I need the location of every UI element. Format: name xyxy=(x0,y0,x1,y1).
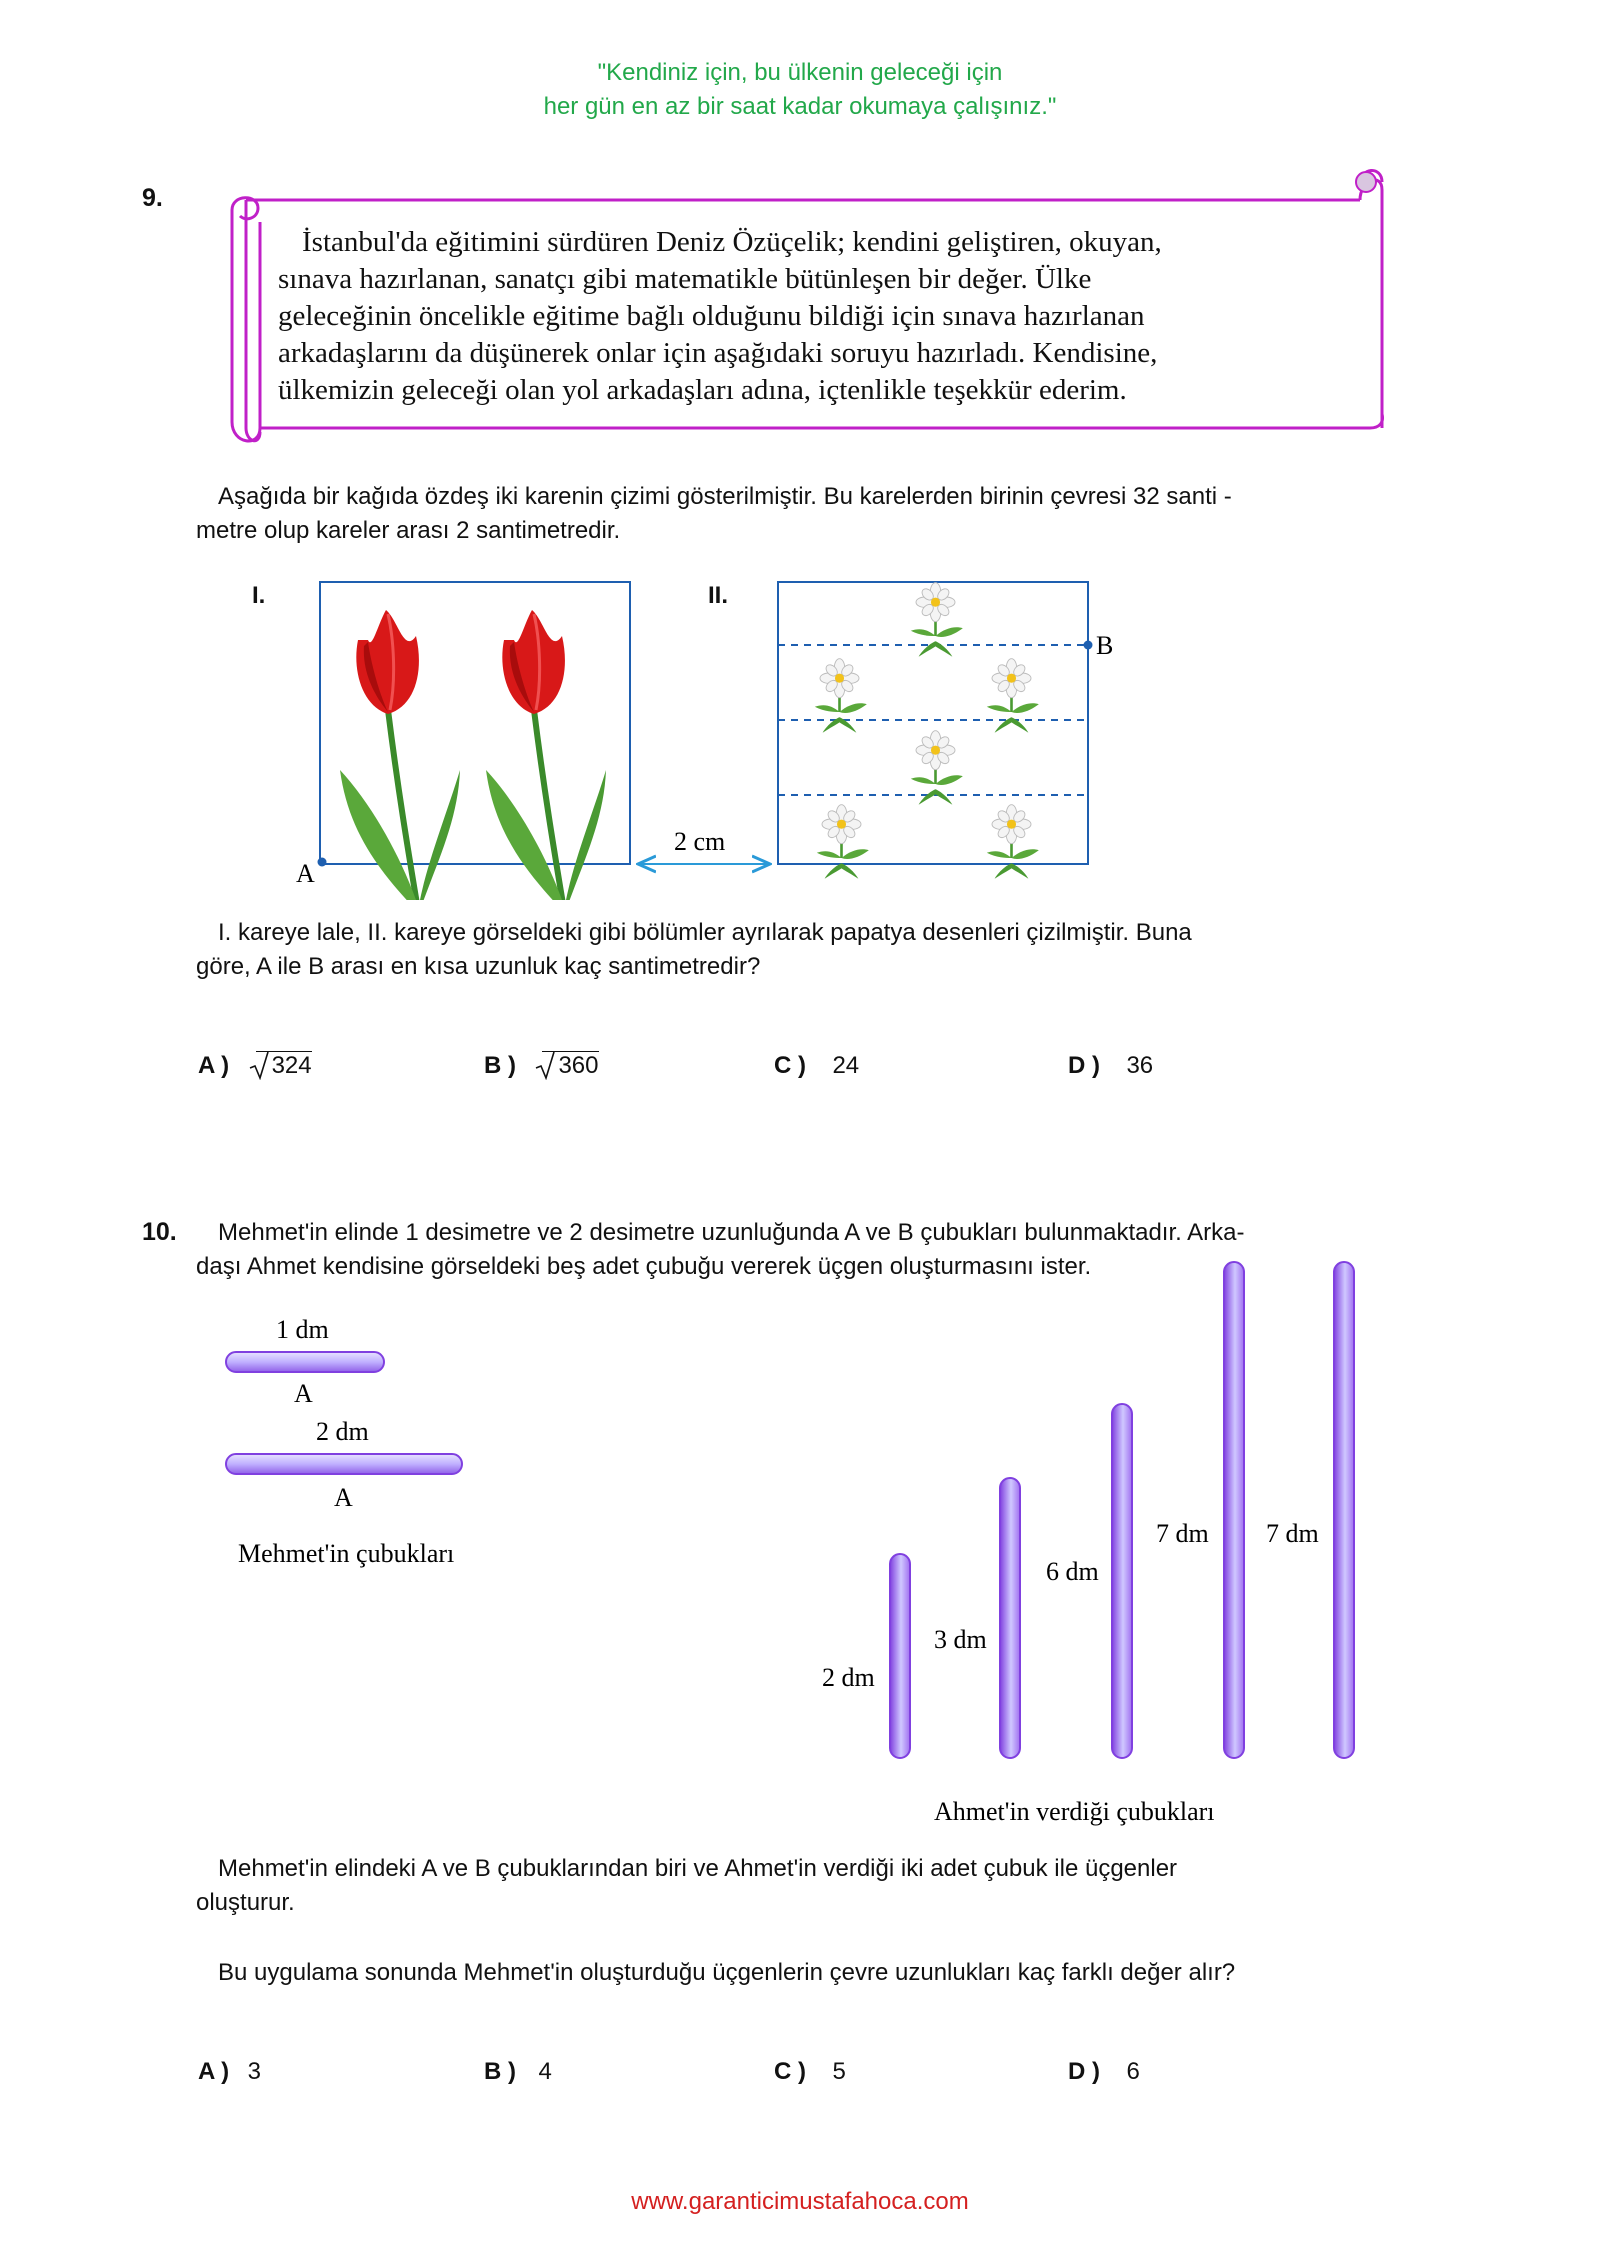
motto-quote xyxy=(0,56,1600,124)
point-A xyxy=(318,858,327,867)
option-letter: A ) xyxy=(198,2058,230,2085)
ahmet-stick-4-label: 7 dm xyxy=(1156,1519,1209,1548)
stick-1-name: A xyxy=(294,1379,313,1408)
radical-sign xyxy=(248,1050,270,1080)
option-value: 5 xyxy=(832,2058,846,2085)
ahmet-stick-1-label: 2 dm xyxy=(822,1663,875,1692)
q9-option-A[interactable] xyxy=(198,1052,312,1080)
option-letter: D ) xyxy=(1068,2058,1100,2085)
option-letter: D ) xyxy=(1068,1052,1100,1079)
label-square-II: II. xyxy=(708,582,729,609)
option-letter: C ) xyxy=(774,2058,806,2085)
q9-question-line-1: I. kareye lale, II. kareye görseldeki gibi bölümler ayrılarak papatya desenleri çizilmiştir. Buna xyxy=(218,919,1192,946)
label-square-I: I. xyxy=(252,582,266,609)
daisy-icon xyxy=(815,659,867,733)
option-value: 36 xyxy=(1126,1052,1154,1079)
squares-figure xyxy=(280,570,1140,900)
scroll-text xyxy=(278,224,1338,409)
q9-option-C[interactable] xyxy=(774,1052,859,1080)
label-B: B xyxy=(1096,631,1114,660)
q10-intro-line-1: Mehmet'in elinde 1 desimetre ve 2 desimetre uzunluğunda A ve B çubukları bulunmaktadır. Arka- xyxy=(218,1219,1245,1246)
daisy-icon xyxy=(987,805,1039,879)
q9-intro-line-2: metre olup kareler arası 2 santimetredir. xyxy=(196,517,621,544)
scroll-line-3: geleceğinin öncelikle eğitime bağlı olduğunu bildiği için sınava hazırlanan xyxy=(278,300,1145,332)
ahmet-stick-5-label: 7 dm xyxy=(1266,1519,1319,1548)
tulip-icon xyxy=(486,610,606,900)
point-B xyxy=(1084,641,1093,650)
daisy-icon xyxy=(911,583,963,657)
ahmet-stick-2-label: 3 dm xyxy=(934,1625,987,1654)
q10-option-B[interactable] xyxy=(484,2058,552,2086)
ahmet-stick-2 xyxy=(1000,1478,1020,1758)
daisy-icon xyxy=(987,659,1039,733)
ahmet-stick-3-label: 6 dm xyxy=(1046,1557,1099,1586)
daisy-icon xyxy=(817,805,869,879)
ahmet-stick-5 xyxy=(1334,1262,1354,1758)
sqrt-expression xyxy=(252,1052,312,1080)
q10-text-line-1: Mehmet'in elindeki A ve B çubuklarından biri ve Ahmet'in verdiği iki adet çubuk ile üçgenler xyxy=(218,1855,1178,1882)
q10-intro-line-2: daşı Ahmet kendisine görseldeki beş adet çubuğu vererek üçgen oluşturmasını ister. xyxy=(196,1253,1092,1280)
scroll-line-1: İstanbul'da eğitimini sürdüren Deniz Özüçelik; kendini geliştiren, okuyan, xyxy=(302,226,1162,258)
radical-sign xyxy=(534,1050,556,1080)
option-value: 6 xyxy=(1126,2058,1140,2085)
label-A: A xyxy=(296,859,315,888)
footer-url[interactable]: www.garanticimustafahoca.com xyxy=(631,2188,969,2215)
ahmet-stick-4 xyxy=(1224,1262,1244,1758)
option-letter: C ) xyxy=(774,1052,806,1079)
mehmet-stick-1 xyxy=(226,1352,384,1372)
scroll-line-5: ülkemizin geleceği olan yol arkadaşları adına, içtenlikle teşekkür ederim. xyxy=(278,374,1127,406)
q9-question-line-2: göre, A ile B arası en kısa uzunluk kaç santimetredir? xyxy=(196,953,761,980)
option-value: 24 xyxy=(832,1052,860,1079)
scroll-line-2: sınava hazırlanan, sanatçı gibi matematikle bütünleşen bir değer. Ülke xyxy=(278,263,1092,295)
q9-option-D[interactable] xyxy=(1068,1052,1153,1080)
option-value: 3 xyxy=(247,2058,261,2085)
stick-1-length: 1 dm xyxy=(276,1315,329,1344)
option-letter: A ) xyxy=(198,1052,230,1079)
question-9-number: 9. xyxy=(142,184,163,212)
stick-2-name: A xyxy=(334,1483,353,1512)
ahmet-caption: Ahmet'in verdiği çubukları xyxy=(934,1797,1215,1826)
gap-label: 2 cm xyxy=(674,827,726,856)
q10-option-C[interactable] xyxy=(774,2058,846,2086)
scroll-line-4: arkadaşlarını da düşünerek onlar için aşağıdaki soruyu hazırladı. Kendisine, xyxy=(278,337,1158,369)
daisy-icon xyxy=(911,731,963,805)
q9-option-B[interactable] xyxy=(484,1052,599,1080)
option-letter: B ) xyxy=(484,1052,516,1079)
q10-option-D[interactable] xyxy=(1068,2058,1140,2086)
q9-intro-line-1: Aşağıda bir kağıda özdeş iki karenin çizimi gösterilmiştir. Bu karelerden birinin çevresi 32 santi - xyxy=(218,483,1232,510)
ahmet-stick-1 xyxy=(890,1554,910,1758)
ahmet-stick-3 xyxy=(1112,1404,1132,1758)
tulip-icon xyxy=(340,610,460,900)
option-letter: B ) xyxy=(484,2058,516,2085)
mehmet-stick-2 xyxy=(226,1454,462,1474)
q10-question: Bu uygulama sonunda Mehmet'in oluşturduğu üçgenlerin çevre uzunlukları kaç farklı değer alır? xyxy=(218,1959,1236,1986)
question-10-number: 10. xyxy=(142,1218,177,1246)
motto-line-1: "Kendiniz için, bu ülkenin geleceği için xyxy=(597,59,1003,86)
mehmet-caption: Mehmet'in çubukları xyxy=(238,1539,455,1568)
stick-2-length: 2 dm xyxy=(316,1417,369,1446)
sticks-figure xyxy=(200,1250,1400,1840)
option-value: 324 xyxy=(256,1051,312,1079)
sqrt-expression xyxy=(538,1052,598,1080)
option-value: 360 xyxy=(542,1051,598,1079)
option-value: 4 xyxy=(538,2058,552,2085)
q10-text-line-2: oluşturur. xyxy=(196,1889,295,1916)
q10-option-A[interactable] xyxy=(198,2058,261,2086)
motto-line-2: her gün en az bir saat kadar okumaya çalışınız." xyxy=(543,93,1057,120)
